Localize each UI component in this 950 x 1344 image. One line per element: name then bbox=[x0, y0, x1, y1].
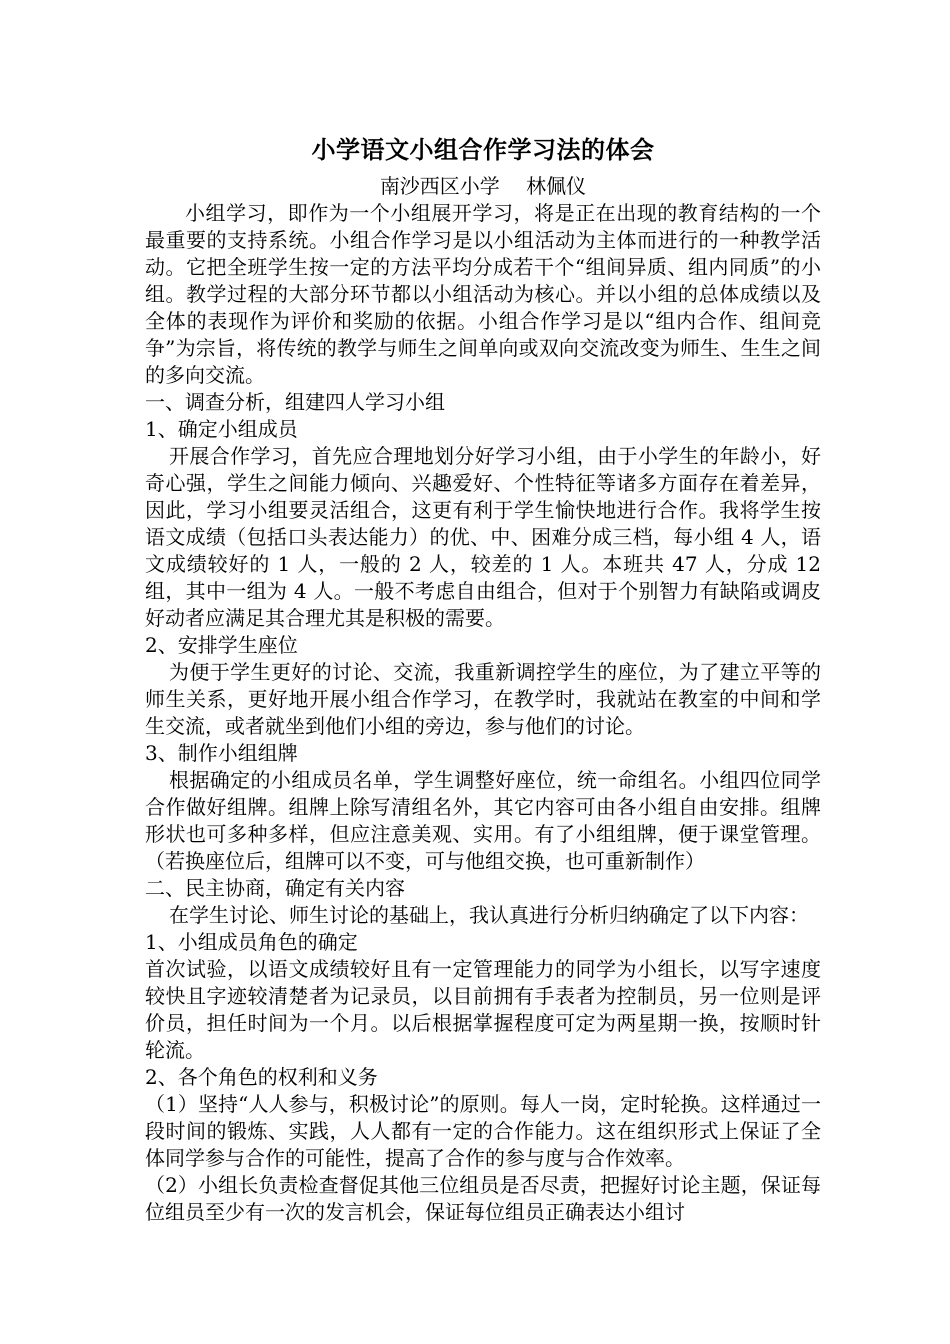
section-2-intro-paragraph: 在学生讨论、师生讨论的基础上，我认真进行分析归纳确定了以下内容： bbox=[169, 903, 809, 927]
section-1-item-2-heading: 2、安排学生座位 bbox=[145, 633, 298, 657]
document-title: 小学语文小组合作学习法的体会 bbox=[311, 135, 655, 164]
section-2-heading: 二、民主协商，确定有关内容 bbox=[145, 876, 405, 900]
section-2-item-2-heading: 2、各个角色的权利和义务 bbox=[145, 1065, 378, 1089]
section-2-point-2-paragraph: （2）小组长负责检查督促其他三位组员是否尽责，把握好讨论主题，保证每位组员至少有一次的发言机会，保证每位组员正确表达小组讨 bbox=[145, 1173, 821, 1224]
section-2-item-1-heading: 1、小组成员角色的确定 bbox=[145, 930, 358, 954]
section-1-heading: 一、调查分析，组建四人学习小组 bbox=[145, 390, 445, 414]
section-2-point-1-paragraph: （1）坚持“人人参与，积极讨论”的原则。每人一岗，定时轮换。这样通过一段时间的锻炼、实践，人人都有一定的合作能力。这在组织形式上保证了全体同学参与合作的可能性，提高了合作的参与度与合作效率。 bbox=[145, 1092, 821, 1170]
document-page bbox=[145, 133, 821, 1226]
section-1-item-3-paragraph: 根据确定的小组成员名单，学生调整好座位，统一命组名。小组四位同学合作做好组牌。组牌上除写清组名外，其它内容可由各小组自由安排。组牌形状也可多种多样，但应注意美观、实用。有了小组组牌，便于课堂管理。（若换座位后，组牌可以不变，可与他组交换，也可重新制作） bbox=[145, 768, 821, 873]
section-2-item-1-paragraph: 首次试验，以语文成绩较好且有一定管理能力的同学为小组长，以写字速度较快且字迹较清楚者为记录员，以目前拥有手表者为控制员，另一位则是评价员，担任时间为一个月。以后根据掌握程度可定为两星期一换，按顺时针轮流。 bbox=[145, 957, 821, 1062]
section-1-item-3-heading: 3、制作小组组牌 bbox=[145, 741, 298, 765]
document-byline: 南沙西区小学 林佩仪 bbox=[379, 174, 587, 198]
section-1-item-1-paragraph: 开展合作学习，首先应合理地划分好学习小组，由于小学生的年龄小，好奇心强，学生之间能力倾向、兴趣爱好、个性特征等诸多方面存在着差异，因此，学习小组要灵活组合，这更有利于学生愉快地进行合作。我将学生按语文成绩（包括口头表达能力）的优、中、困难分成三档，每小组 4 人，语文成绩较好的 1 人，一般的 2 人，较差的 1 人。本班共 47 人，分成 12 组，其中一组为 4 人。一般不考虑自由组合，但对于个别智力有缺陷或调皮好动者应满足其合理尤其是积极的需要。 bbox=[145, 444, 821, 630]
intro-paragraph: 小组学习，即作为一个小组展开学习，将是正在出现的教育结构的一个最重要的支持系统。小组合作学习是以小组活动为主体而进行的一种教学活动。它把全班学生按一定的方法平均分成若干个“组间异质、组内同质”的小组。教学过程的大部分环节都以小组活动为核心。并以小组的总体成绩以及全体的表现作为评价和奖励的依据。小组合作学习是以“组内合作、组间竞争”为宗旨，将传统的教学与师生之间单向或双向交流改变为师生、生生之间的多向交流。 bbox=[145, 201, 821, 387]
section-1-item-2-paragraph: 为便于学生更好的讨论、交流，我重新调控学生的座位，为了建立平等的师生关系，更好地开展小组合作学习，在教学时，我就站在教室的中间和学生交流，或者就坐到他们小组的旁边，参与他们的讨论。 bbox=[145, 660, 821, 738]
section-1-item-1-heading: 1、确定小组成员 bbox=[145, 417, 298, 441]
